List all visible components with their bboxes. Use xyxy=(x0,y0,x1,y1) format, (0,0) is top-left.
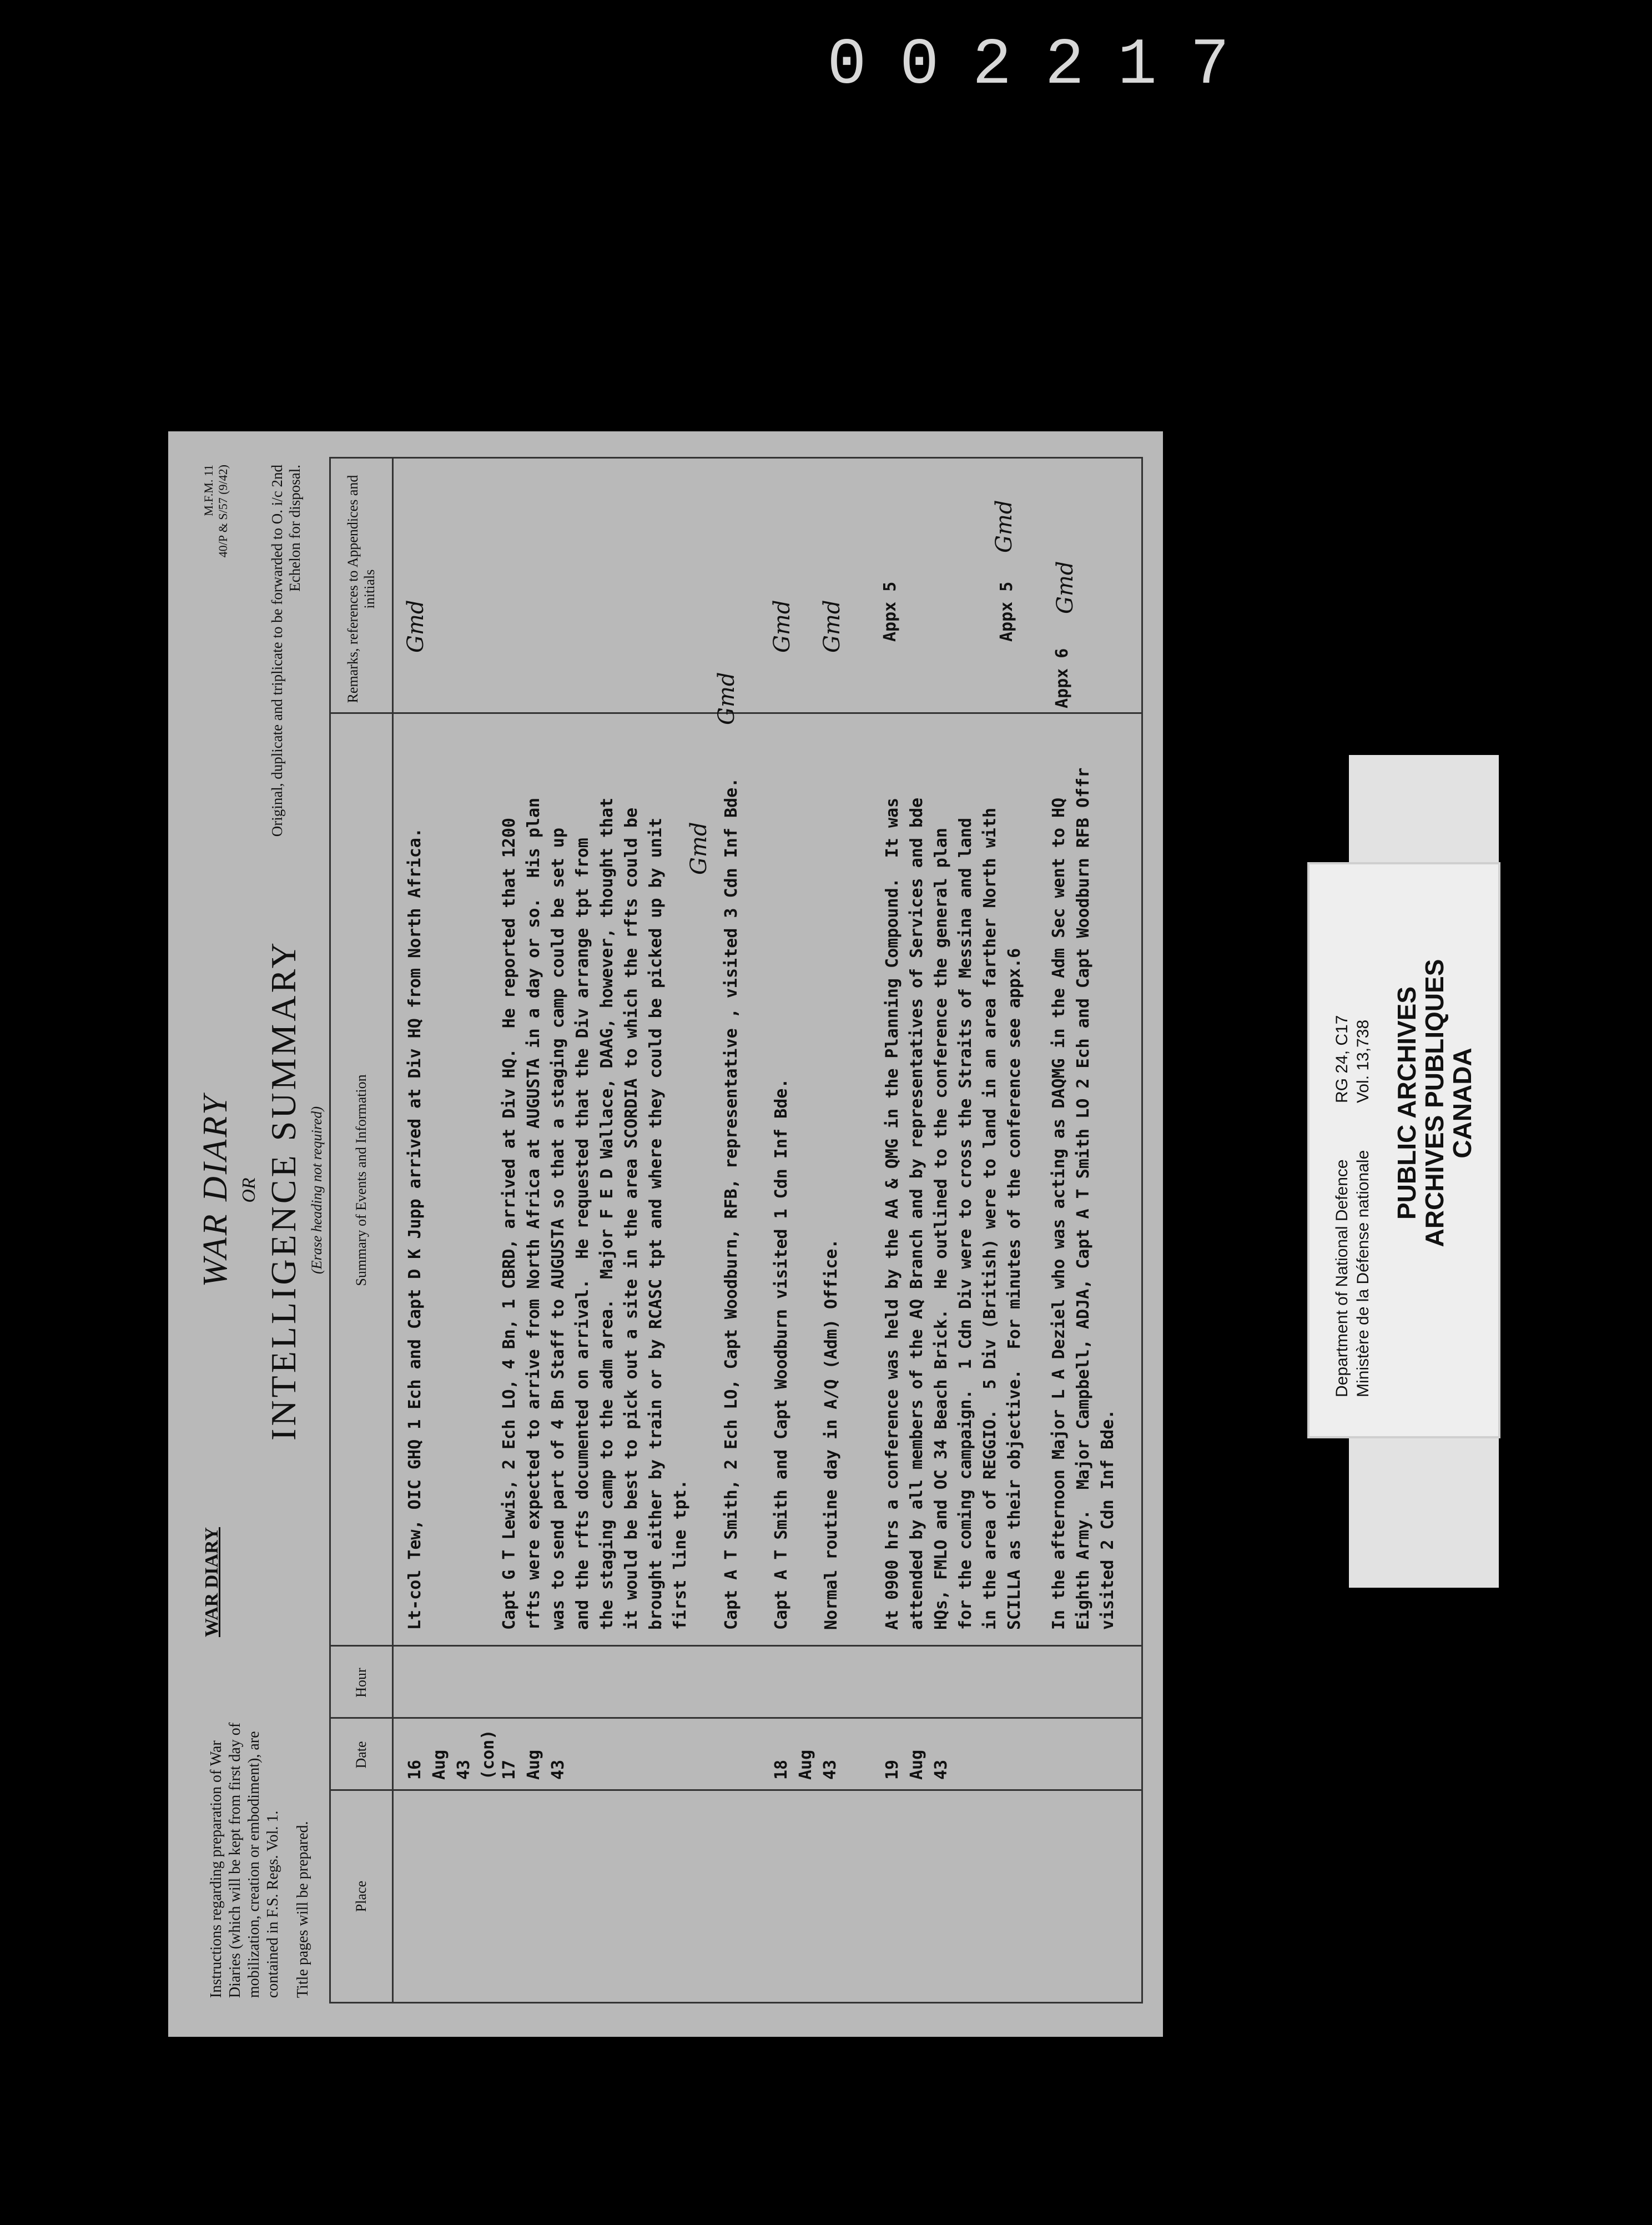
form-code-text: M.F.M. 11 40/P & S/57 (9/42) xyxy=(202,465,230,558)
entry-text: At 0900 hrs a conference was held by the AA & QMG in the Planning Compound. It was attended by all members of the AQ Branch and by representatives of Services and bde HQs, FMLO and OC 34 Beach Brick. He outlined to the conference the general plan for the coming campaign. 1 Cdn Div were to cross the Straits of Messina and land in the area of REGGIO. 5 Div (British) were to land in an area farther North with SCILLA as their objective. For minutes of the conference see appx.6 xyxy=(883,797,1024,1630)
title-block xyxy=(196,899,325,1482)
entry-text: In the afternoon Major L A Deziel who was acting as DAQMG in the Adm Sec went to HQ Eighth Army. Major Campbell, ADJA, Capt A T Smith LO 2 Ech and Capt Woodburn RFB Offr visited 2 Cdn Inf Bde. xyxy=(1049,767,1117,1630)
dept-fr: Ministère de la Défense nationale xyxy=(1354,1150,1372,1397)
entry-text: Capt G T Lewis, 2 Ech LO, 4 Bn, 1 CBRD, arrived at Div HQ. He reported that 1200 rfts were expected to arrive from North Africa at AUGUSTA in a day or so. His plan was to send part of 4 Bn Staff to AUGUSTA so that a staging camp could be set up and the rfts documented on arrival. He requested that the Div arrange tpt from the staging camp to the adm area. Major F E D Wallace, DAAG, however, thought that it would be best to pick out a site in the area SCORDIA to which the rfts could be brought either by train or by RCASC tpt and where they could be picked up by unit first line tpt. xyxy=(500,797,690,1630)
entry-date: 16 Aug 43 (con) xyxy=(405,1729,498,1780)
distribution-note: Original, duplicate and triplicate to be forwarded to O. i/c 2nd Echelon for disposal. xyxy=(269,465,303,837)
appendix-reference: Appx 6 xyxy=(1052,648,1072,708)
header-hour: Hour xyxy=(331,1647,394,1719)
page-title: WAR DIARY xyxy=(197,1093,234,1287)
entry-date: 18 Aug 43 xyxy=(772,1749,840,1780)
header-date: Date xyxy=(331,1719,394,1791)
entry-text: Capt A T Smith and Capt Woodburn visited 1 Cdn Inf Bde. xyxy=(772,1078,791,1630)
title-or: OR xyxy=(239,1177,259,1203)
entry-date: 19 Aug 43 xyxy=(883,1749,951,1780)
ref-line2: Vol. 13,738 xyxy=(1354,1019,1372,1103)
war-diary-page xyxy=(168,431,1163,2037)
col-place xyxy=(331,1789,1141,2002)
archives-line-2: ARCHIVES PUBLIQUES xyxy=(1420,959,1449,1247)
initials-signature: Gmd xyxy=(769,600,795,653)
header-remarks: Remarks, references to Appendices and initials xyxy=(331,464,394,714)
header-divider xyxy=(392,459,394,2002)
erase-note: (Erase heading not required) xyxy=(309,1106,325,1275)
archives-reference-card xyxy=(1307,862,1500,1438)
entry-text: Lt-col Tew, OIC GHQ 1 Ech and Capt D K Jupp arrived at Div HQ from North Africa. xyxy=(405,828,425,1630)
instructions-text: Instructions regarding preparation of War Diaries (which will be kept from first day of mobilization, creation or embodiment), are contained in F.S. Regs. Vol. 1. xyxy=(208,1722,281,1998)
col-hour xyxy=(331,1645,1141,1719)
initials-signature: Gmd xyxy=(403,600,429,653)
archives-card-content xyxy=(1309,864,1498,1436)
dept-en: Department of National Defence xyxy=(1333,1159,1351,1397)
diary-table xyxy=(329,457,1143,2003)
entry-text: Normal routine day in A/Q (Adm) Office. xyxy=(822,1239,841,1630)
war-diary-stamp: WAR DIARY xyxy=(202,1527,222,1637)
archives-line-1: PUBLIC ARCHIVES xyxy=(1392,986,1421,1220)
initials-signature: Gmd xyxy=(714,672,739,725)
instructions-note xyxy=(207,1698,313,1998)
ref-line1: RG 24, C17 xyxy=(1333,1015,1351,1103)
header-place: Place xyxy=(331,1791,394,2002)
frame-number: 002217 xyxy=(827,29,1263,103)
header-summary: Summary of Events and Information xyxy=(331,714,394,1647)
entry-text: Capt A T Smith, 2 Ech LO, Capt Woodburn, RFB, representative , visited 3 Cdn Inf Bde. xyxy=(722,777,741,1630)
appendix-reference: Appx 5 xyxy=(997,581,1016,642)
form-code xyxy=(202,465,230,557)
initials-signature: Gmd xyxy=(1052,561,1078,614)
archives-line-3: CANADA xyxy=(1448,1048,1477,1159)
title-pages-note: Title pages will be prepared. xyxy=(294,1821,311,1998)
document-page-container xyxy=(168,431,1163,2037)
department-label xyxy=(1332,1150,1374,1397)
initials-signature: Gmd xyxy=(686,822,712,875)
initials-signature: Gmd xyxy=(819,600,845,653)
appendix-reference: Appx 5 xyxy=(880,581,900,642)
page-subtitle: INTELLIGENCE SUMMARY xyxy=(264,940,303,1441)
initials-signature: Gmd xyxy=(991,500,1017,553)
record-group-reference xyxy=(1332,1015,1374,1103)
public-archives-label xyxy=(1393,909,1476,1297)
entry-date: 17 Aug 43 xyxy=(500,1749,568,1780)
